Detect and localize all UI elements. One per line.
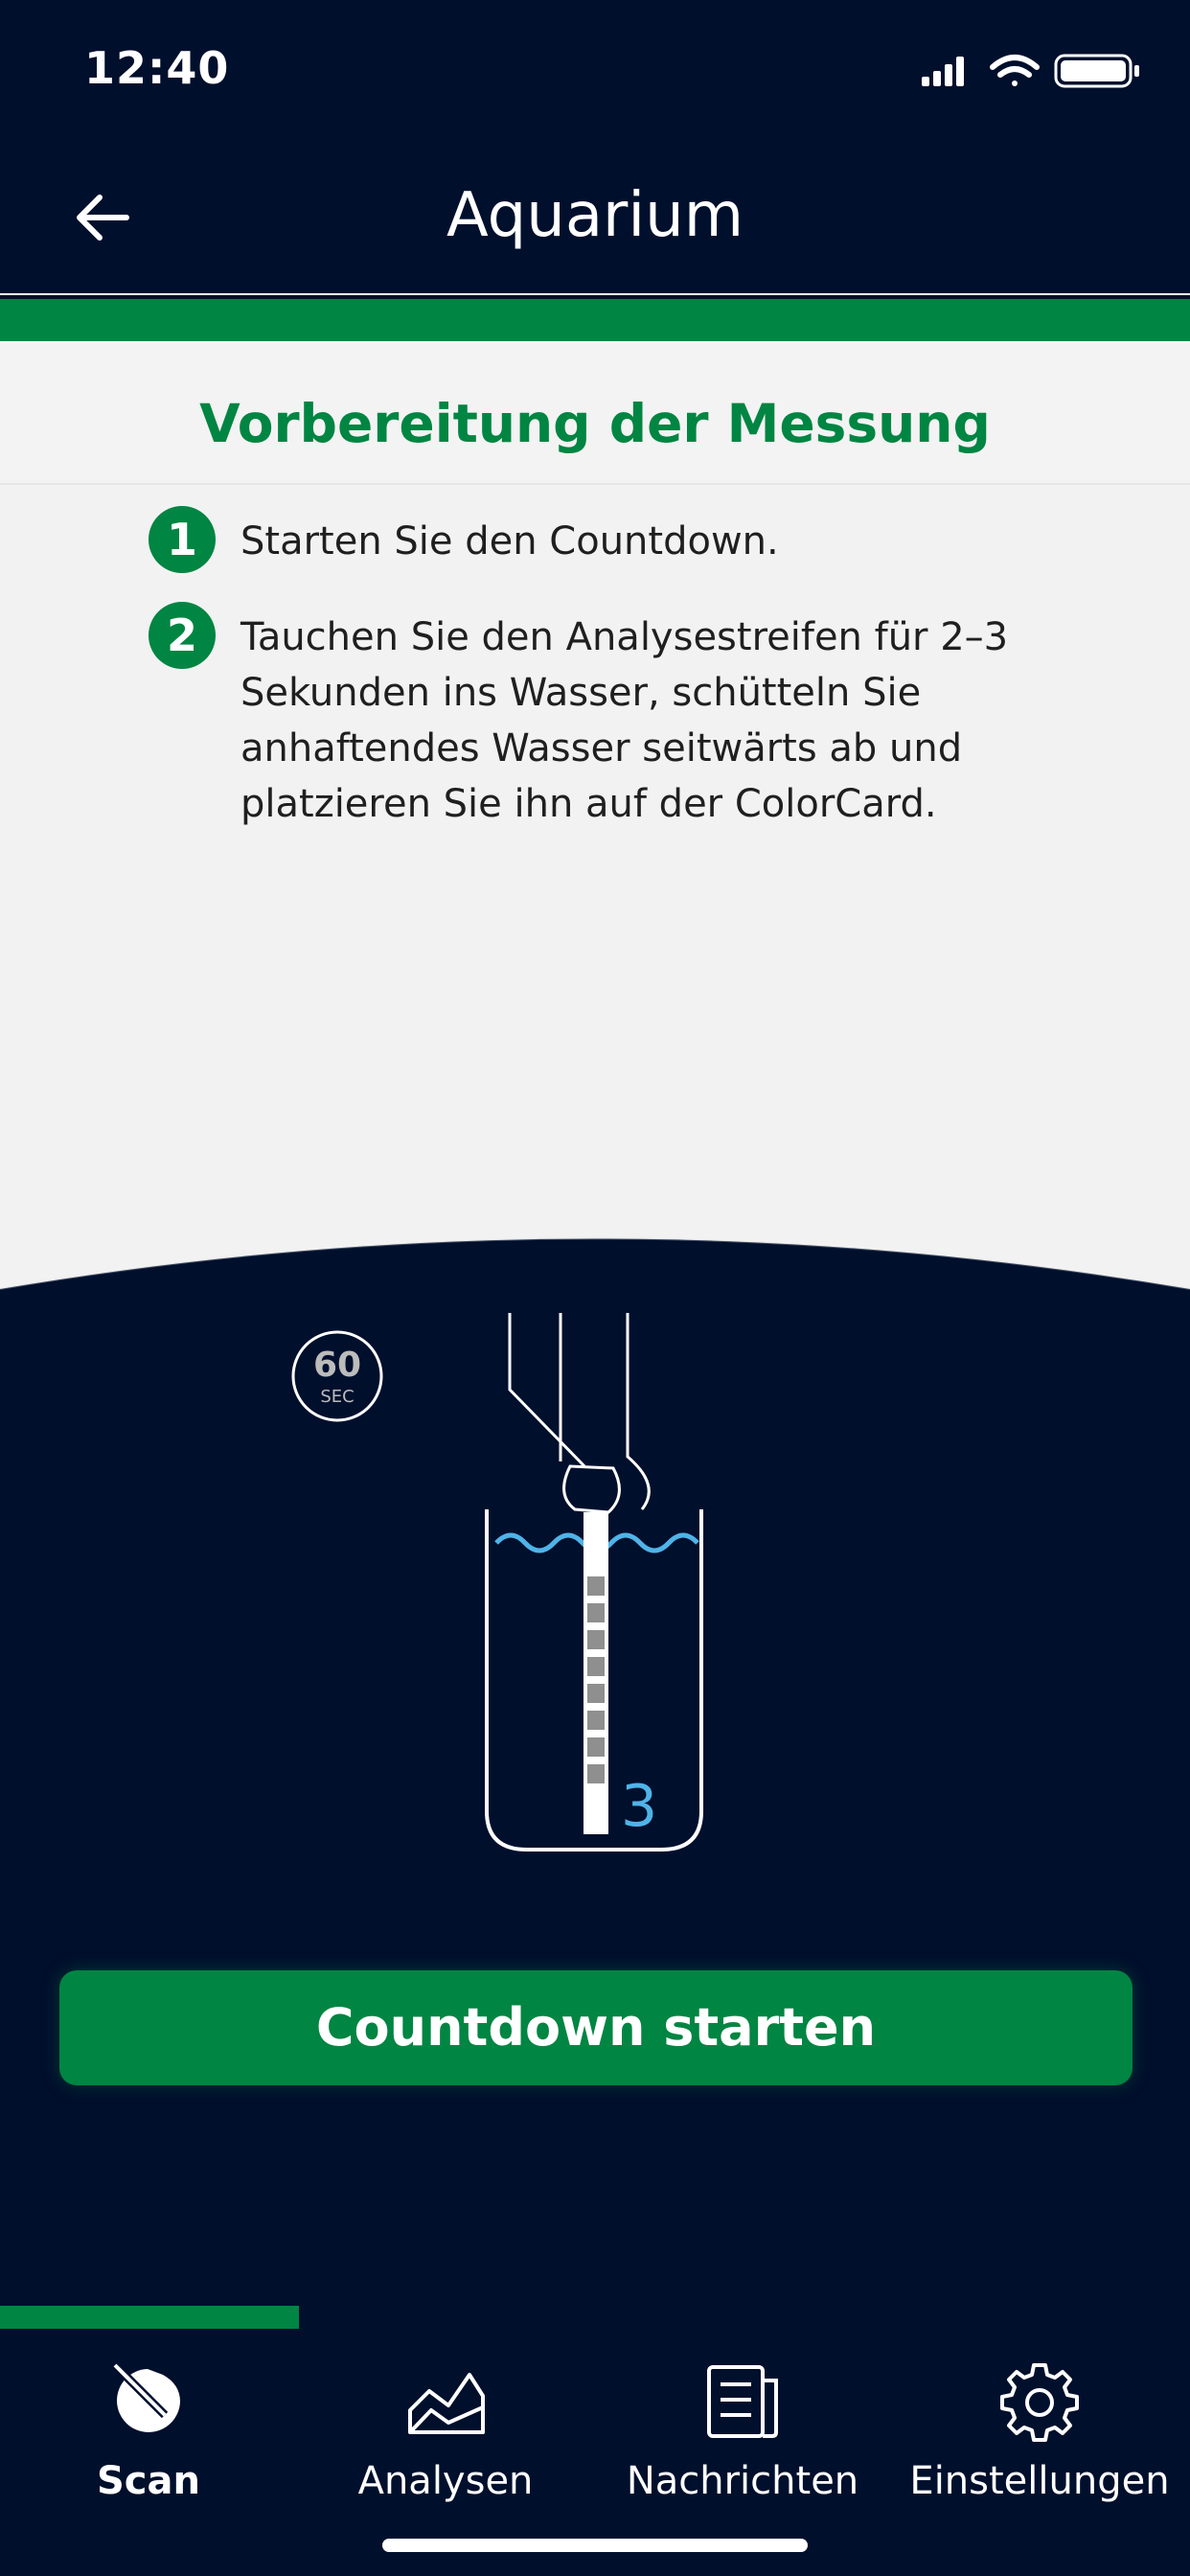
- scan-icon: [105, 2358, 192, 2444]
- countdown-start-button[interactable]: Countdown starten: [59, 1970, 1133, 2085]
- tab-nachrichten[interactable]: [594, 2358, 891, 2511]
- timer-value: 60: [312, 1346, 362, 1385]
- active-tab-indicator: [0, 2306, 299, 2329]
- chart-icon: [402, 2358, 489, 2444]
- tab-label: Nachrichten: [626, 2459, 859, 2503]
- tab-einstellungen[interactable]: [891, 2358, 1188, 2511]
- tab-scan[interactable]: [0, 2358, 297, 2511]
- step-number-badge: 1: [149, 506, 216, 573]
- instruction-panel: [0, 341, 1190, 1290]
- progress-bar-top: [0, 299, 1190, 341]
- tab-label: Einstellungen: [909, 2459, 1170, 2503]
- tab-analysen[interactable]: [297, 2358, 594, 2511]
- news-icon: [699, 2358, 786, 2444]
- tab-label: Scan: [97, 2459, 200, 2503]
- page-title: Aquarium: [446, 180, 744, 251]
- step-text: Starten Sie den Countdown.: [240, 519, 779, 564]
- step-text: Tauchen Sie den Analysestreifen für 2–3 Sekunden ins Wasser, schütteln Sie anhaftendes Wasser seitwärts ab und platzieren Sie ihn auf der ColorCard.: [240, 615, 1009, 826]
- dip-illustration: [0, 1188, 1190, 2319]
- status-bar: [0, 0, 1190, 144]
- step-number-badge: 2: [149, 602, 216, 669]
- signal-icon: [922, 57, 964, 86]
- home-indicator: [382, 2539, 808, 2552]
- status-time: 12:40: [84, 42, 230, 94]
- status-icons: [922, 52, 1142, 90]
- section-header: [0, 341, 1190, 485]
- wifi-icon: [993, 58, 1037, 86]
- gear-icon: [996, 2358, 1083, 2444]
- section-title: Vorbereitung der Messung: [199, 393, 991, 454]
- dip-seconds: 3: [621, 1773, 658, 1840]
- timer-unit: SEC: [320, 1387, 355, 1407]
- battery-icon: [1056, 56, 1139, 86]
- test-strip-icon: [584, 1512, 608, 1834]
- navigation-bar: [0, 144, 1190, 295]
- tab-label: Analysen: [357, 2459, 534, 2503]
